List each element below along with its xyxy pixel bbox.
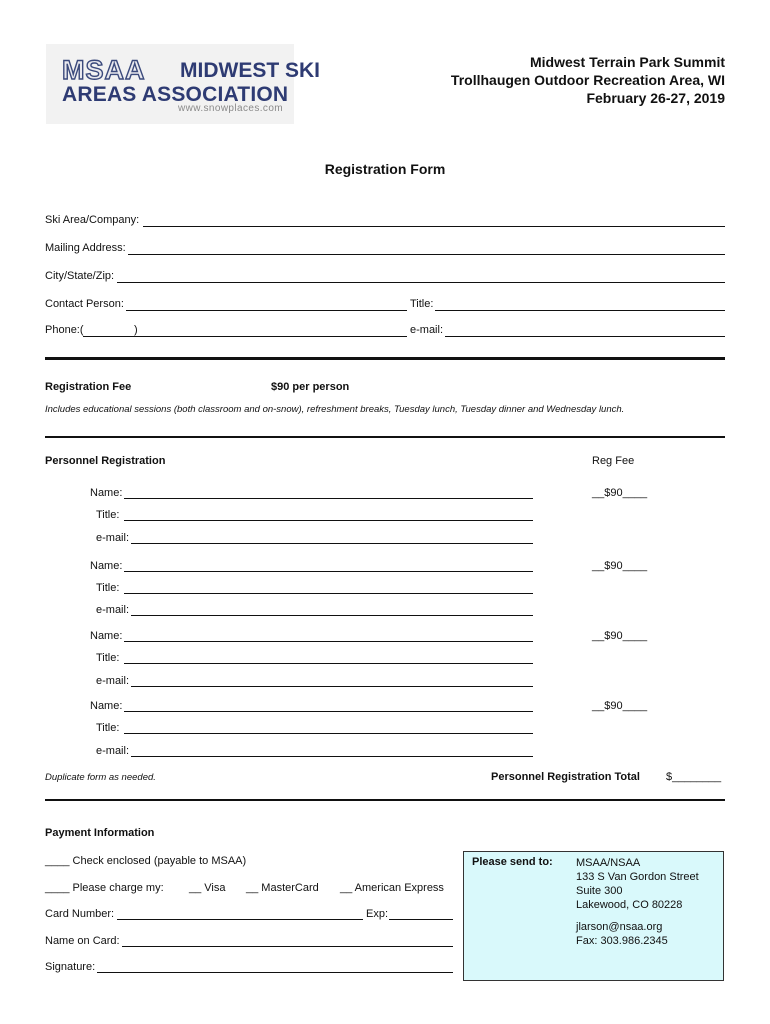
person1-fee: __$90____ (592, 487, 648, 499)
contact-email-label: e-mail: (410, 324, 444, 336)
logo-url: www.snowplaces.com (178, 103, 284, 114)
person3-fee: __$90____ (592, 630, 648, 642)
registration-fee-label: Registration Fee (45, 381, 132, 393)
name-on-card-field[interactable] (122, 946, 453, 947)
logo-midwest-ski-text: MIDWEST SKI (180, 59, 320, 82)
reg-fee-heading: Reg Fee (592, 455, 635, 467)
send-to-label: Please send to: (472, 856, 553, 868)
logo-msaa-text: MSAA (62, 55, 146, 85)
person4-title-label: Title: (96, 722, 120, 734)
person2-email-label: e-mail: (96, 604, 130, 616)
send-to-suite: Suite 300 (576, 885, 623, 897)
event-location: Trollhaugen Outdoor Recreation Area, WI (450, 72, 725, 88)
signature-field[interactable] (97, 972, 453, 973)
person2-title-label: Title: (96, 582, 120, 594)
person3-title-field[interactable] (124, 663, 533, 664)
personnel-registration-heading: Personnel Registration (45, 455, 166, 467)
section-divider (45, 357, 725, 360)
amex-option[interactable]: __ American Express (340, 882, 444, 894)
charge-card-option[interactable]: ____ Please charge my: (45, 882, 164, 894)
event-date: February 26-27, 2019 (586, 90, 725, 106)
person1-title-label: Title: (96, 509, 120, 521)
visa-option[interactable]: __ Visa (189, 882, 226, 894)
person2-name-label: Name: (90, 560, 123, 572)
person2-name-field[interactable] (124, 571, 533, 572)
card-number-label: Card Number: (45, 908, 115, 920)
person2-fee: __$90____ (592, 560, 648, 572)
registration-fee-amount: $90 per person (271, 381, 350, 393)
person3-name-field[interactable] (124, 641, 533, 642)
phone-label: Phone:( (45, 324, 84, 336)
personnel-total-label: Personnel Registration Total (491, 771, 640, 783)
contact-title-field[interactable] (435, 310, 725, 311)
exp-field[interactable] (389, 919, 453, 920)
send-to-email[interactable]: jlarson@nsaa.org (576, 921, 663, 933)
logo-areas-association-text: AREAS ASSOCIATION (62, 83, 289, 106)
person2-title-field[interactable] (124, 593, 533, 594)
name-on-card-label: Name on Card: (45, 935, 120, 947)
phone-field[interactable] (83, 336, 407, 337)
person3-email-label: e-mail: (96, 675, 130, 687)
send-to-city: Lakewood, CO 80228 (576, 899, 683, 911)
signature-label: Signature: (45, 961, 96, 973)
person1-name-field[interactable] (124, 498, 533, 499)
city-state-zip-label: City/State/Zip: (45, 270, 115, 282)
contact-title-label: Title: (410, 298, 434, 310)
send-to-fax: Fax: 303.986.2345 (576, 935, 668, 947)
person4-fee: __$90____ (592, 700, 648, 712)
personnel-total-value[interactable]: $________ (666, 771, 722, 783)
fee-includes-note: Includes educational sessions (both classroom and on-snow), refreshment breaks, Tuesday lunch, Tuesday dinner and Wednesday lunch. (45, 404, 625, 415)
check-enclosed-option[interactable]: ____ Check enclosed (payable to MSAA) (45, 855, 247, 867)
person3-name-label: Name: (90, 630, 123, 642)
city-state-zip-field[interactable] (117, 282, 725, 283)
form-title: Registration Form (324, 161, 446, 177)
person1-name-label: Name: (90, 487, 123, 499)
mailing-address-label: Mailing Address: (45, 242, 126, 254)
send-to-org: MSAA/NSAA (576, 857, 641, 869)
person1-email-label: e-mail: (96, 532, 130, 544)
exp-label: Exp: (366, 908, 389, 920)
person4-email-field[interactable] (131, 756, 533, 757)
person3-email-field[interactable] (131, 686, 533, 687)
send-to-street: 133 S Van Gordon Street (576, 871, 699, 883)
mastercard-option[interactable]: __ MasterCard (246, 882, 319, 894)
section-divider (45, 436, 725, 438)
mailing-address-field[interactable] (128, 254, 725, 255)
contact-person-field[interactable] (126, 310, 407, 311)
event-title: Midwest Terrain Park Summit (529, 54, 725, 70)
person3-title-label: Title: (96, 652, 120, 664)
person4-name-label: Name: (90, 700, 123, 712)
person1-title-field[interactable] (124, 520, 533, 521)
person2-email-field[interactable] (131, 615, 533, 616)
person4-title-field[interactable] (124, 733, 533, 734)
duplicate-form-note: Duplicate form as needed. (45, 772, 156, 783)
ski-area-field[interactable] (143, 226, 725, 227)
contact-person-label: Contact Person: (45, 298, 124, 310)
person1-email-field[interactable] (131, 543, 533, 544)
section-divider (45, 799, 725, 801)
phone-paren-close: ) (134, 324, 138, 336)
card-number-field[interactable] (117, 919, 363, 920)
ski-area-label: Ski Area/Company: (45, 214, 140, 226)
payment-information-heading: Payment Information (45, 827, 155, 839)
contact-email-field[interactable] (445, 336, 725, 337)
person4-name-field[interactable] (124, 711, 533, 712)
person4-email-label: e-mail: (96, 745, 130, 757)
